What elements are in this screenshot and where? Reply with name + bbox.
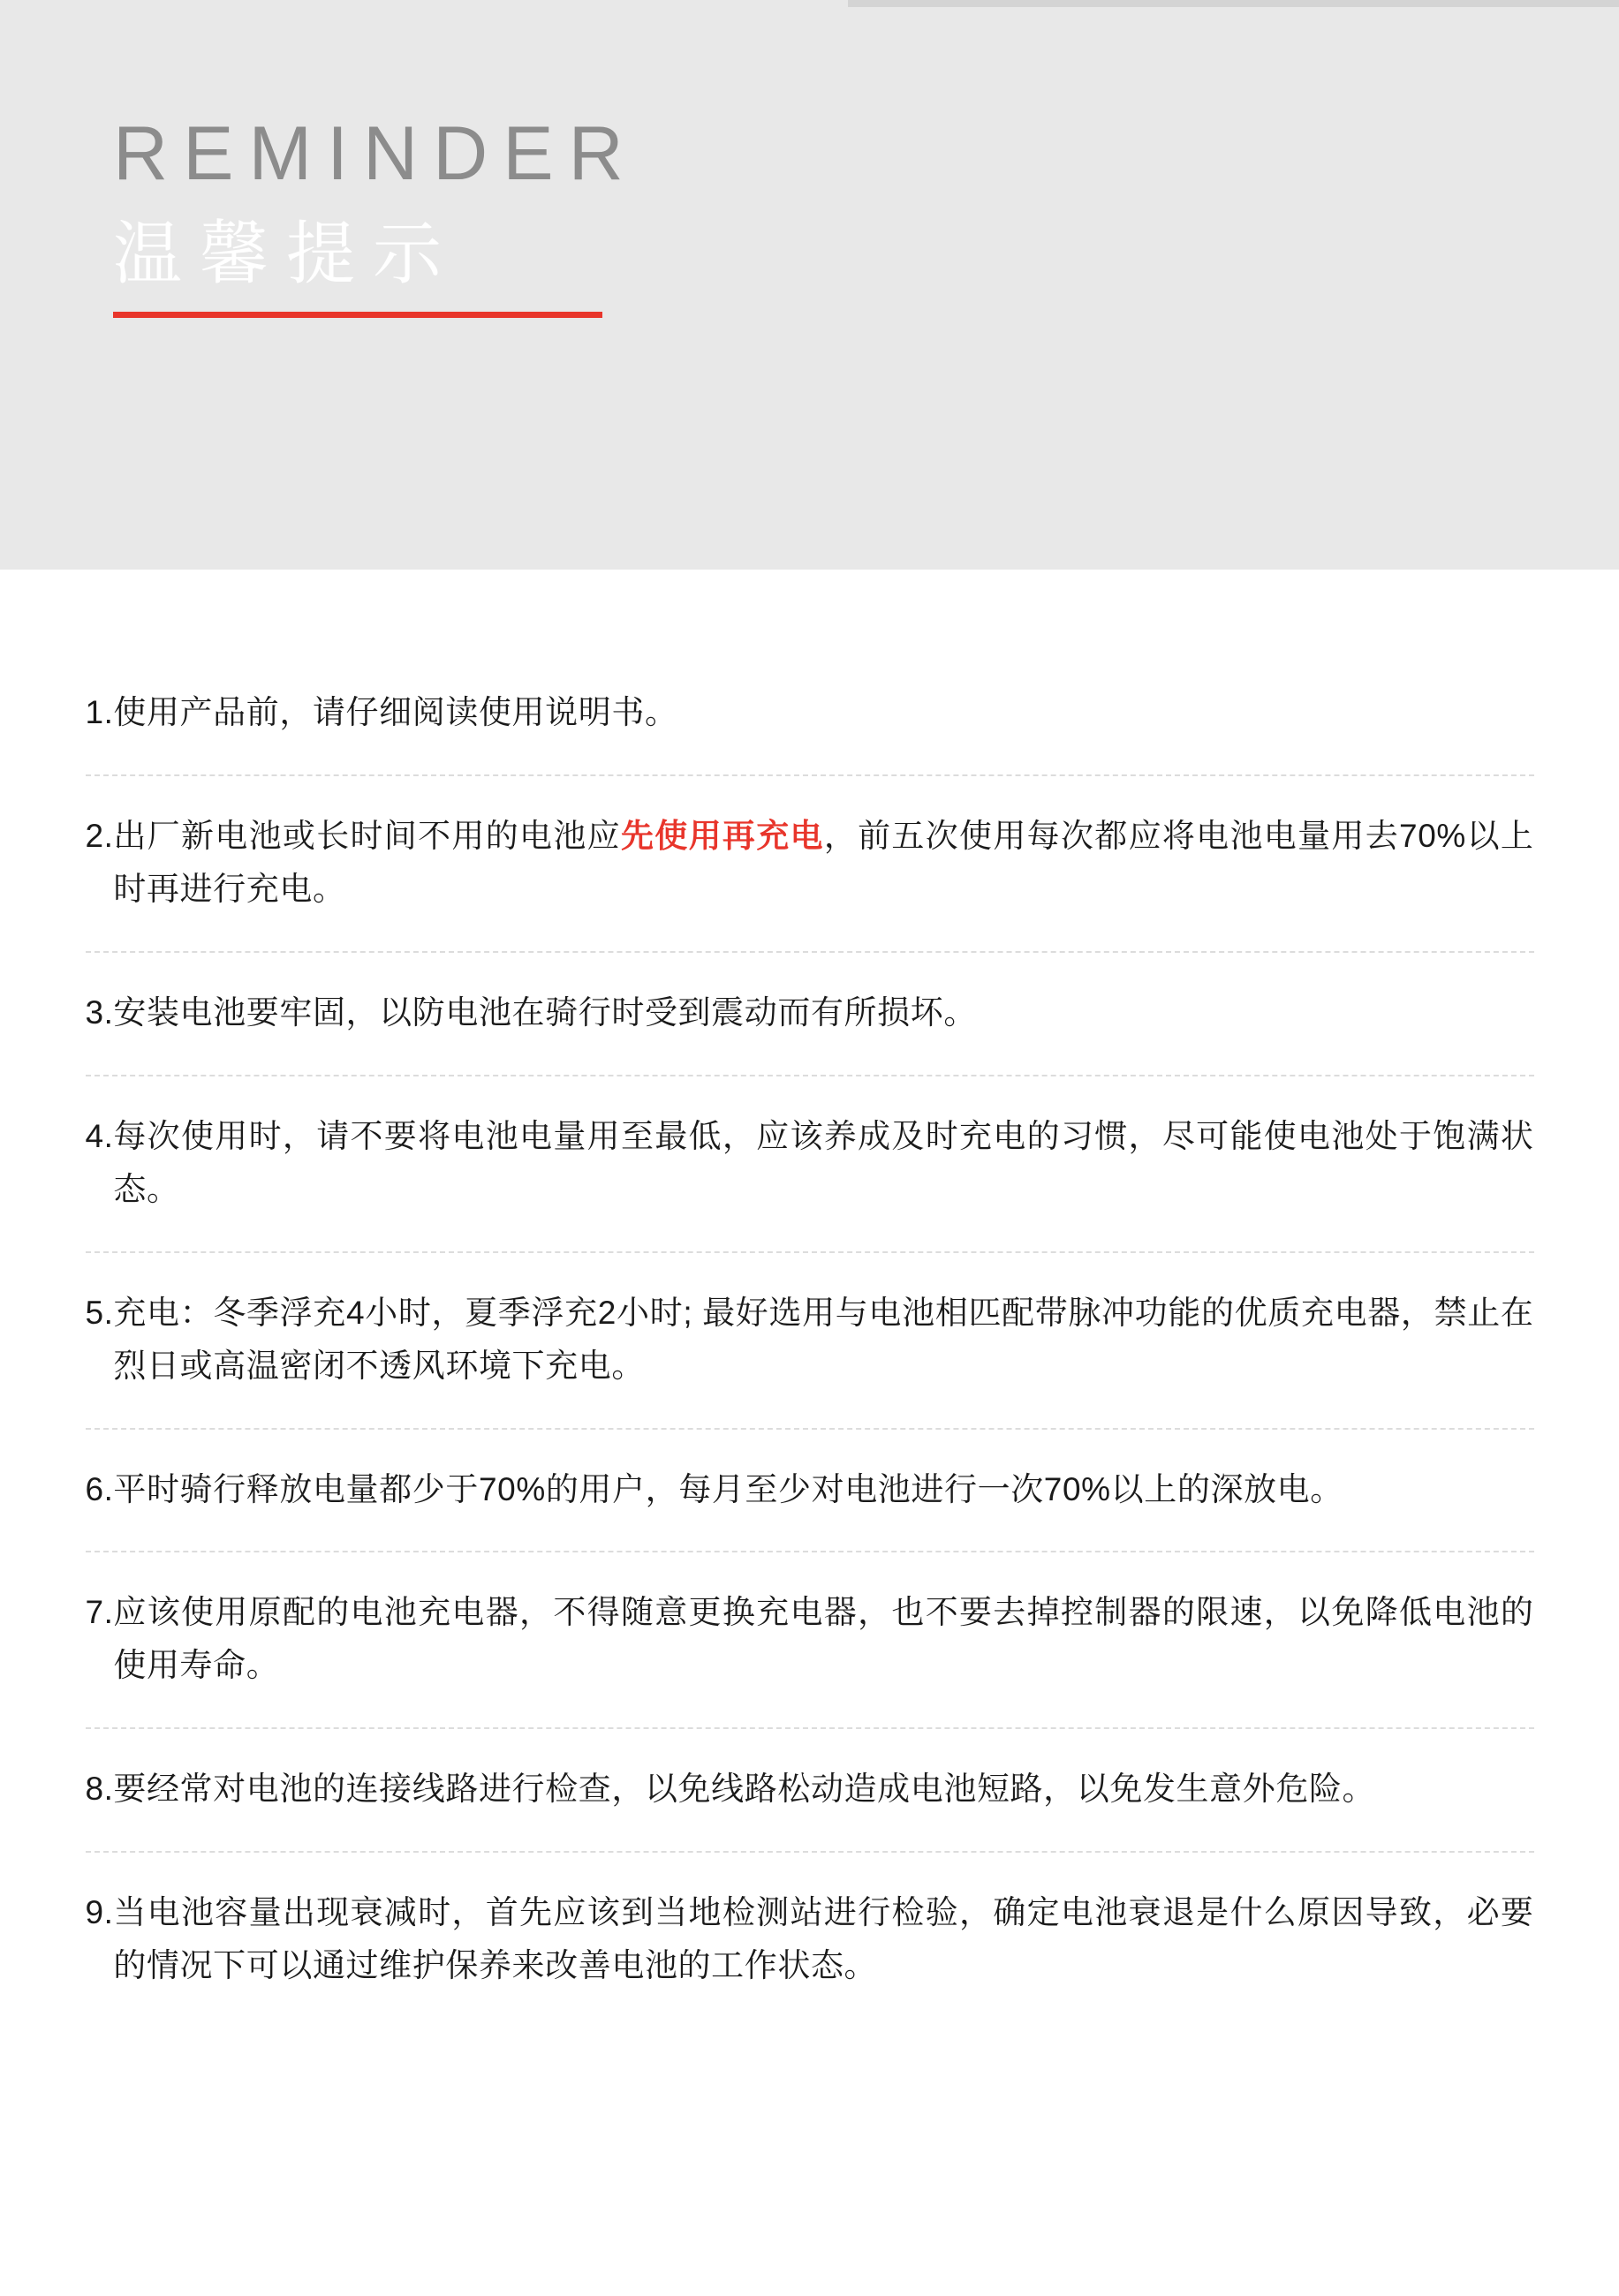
list-item-text [113, 986, 1533, 1039]
text-run: 充电：冬季浮充4小时，夏季浮充2小时; 最好选用与电池相匹配带脉冲功能的优质充电器，禁止在烈日或高温密闭不透风环境下充电。 [113, 1294, 1534, 1384]
list-item [86, 1886, 1534, 2028]
list-item-number: 8. [85, 1771, 114, 1808]
list-item [86, 1287, 1534, 1430]
text-run: ，前五次使用每次都应将电池电量用去70%以上时再进行充电。 [113, 817, 1534, 907]
header-text-block [113, 113, 639, 318]
text-run: 每次使用时，请不要将电池电量用至最低，应该养成及时充电的习惯，尽可能使电池处于饱满状态。 [113, 1117, 1534, 1207]
list-item [86, 1586, 1534, 1729]
list-item-number: 4. [85, 1117, 114, 1154]
list-item [86, 810, 1534, 953]
list-item-number: 5. [85, 1294, 114, 1331]
list-item-text [113, 1463, 1533, 1516]
list-item-text [113, 1886, 1533, 1992]
list-item [86, 686, 1534, 776]
list-item-text [113, 1287, 1533, 1393]
text-run: 平时骑行释放电量都少于70%的用户，每月至少对电池进行一次70%以上的深放电。 [113, 1470, 1343, 1507]
list-item-text [113, 1763, 1533, 1816]
list-item-text [113, 686, 1533, 739]
header-accent-rule [113, 312, 602, 318]
list-item [86, 1463, 1534, 1553]
list-item-number: 6. [85, 1470, 114, 1507]
header-banner [0, 0, 1619, 570]
list-item-number: 9. [85, 1894, 114, 1931]
notes-list [86, 686, 1534, 2028]
list-item [86, 986, 1534, 1076]
text-run: 应该使用原配的电池充电器，不得随意更换充电器，也不要去掉控制器的限速，以免降低电池的使用寿命。 [113, 1594, 1534, 1684]
list-item-number: 1. [85, 694, 114, 730]
list-item-number: 2. [85, 817, 114, 854]
list-item-text [113, 810, 1533, 916]
text-run: 当电池容量出现衰减时，首先应该到当地检测站进行检验，确定电池衰退是什么原因导致，必要的情况下可以通过维护保养来改善电池的工作状态。 [113, 1894, 1534, 1984]
list-item-text [113, 1110, 1533, 1216]
header-title-cn: 温馨提示 [113, 214, 460, 292]
list-item-number: 7. [85, 1594, 114, 1631]
highlighted-text: 先使用再充电 [620, 817, 824, 854]
list-item-text [113, 1586, 1533, 1692]
text-run: 出厂新电池或长时间不用的电池应 [113, 817, 621, 854]
list-item [86, 1110, 1534, 1253]
text-run: 使用产品前，请仔细阅读使用说明书。 [113, 694, 678, 730]
header-title-en: REMINDER [113, 111, 639, 196]
text-run: 安装电池要牢固，以防电池在骑行时受到震动而有所损坏。 [113, 993, 977, 1031]
text-run: 要经常对电池的连接线路进行检查，以免线路松动造成电池短路，以免发生意外危险。 [113, 1771, 1376, 1808]
list-item-number: 3. [85, 993, 114, 1031]
notes-content [0, 570, 1619, 2028]
list-item [86, 1763, 1534, 1853]
header-top-strip [848, 0, 1619, 7]
